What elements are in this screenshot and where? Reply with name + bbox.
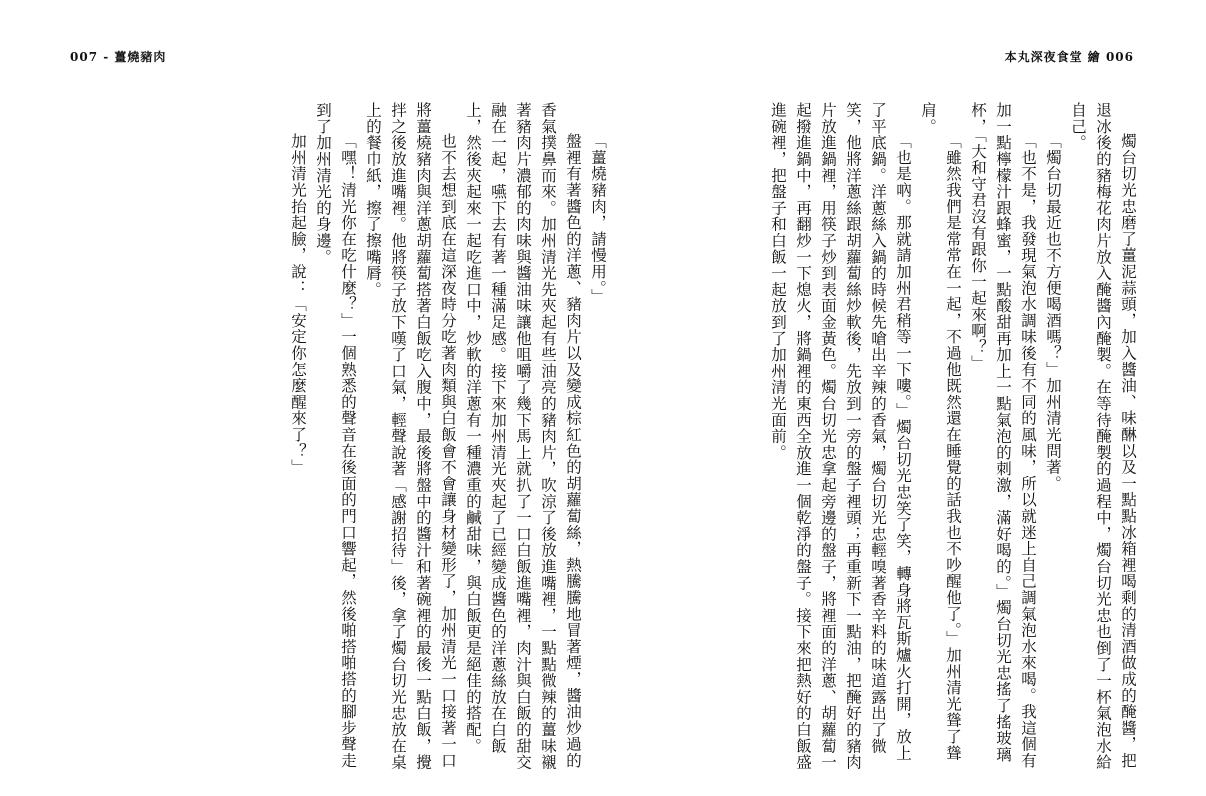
- paragraph: 「嘿！清光你在吃什麼？」一個熟悉的聲音在後面的門口響起，然後啪搭啪搭的腳步聲走到了加州清光的身邊。: [314, 102, 357, 769]
- paragraph: 「薑燒豬肉，請慢用。」: [589, 133, 607, 305]
- right-page: [700, 102, 1140, 774]
- paragraph: 盤裡有著醬色的洋蔥、豬肉片以及變成棕紅色的胡蘿蔔絲，熱騰騰地冒著煙，醬油炒過的香氣撲鼻而來。加州清光先夾起有些油亮的豬肉片，吹涼了後放進嘴裡，一點點微辣的薑味襯著豬肉片濃郁的肉味與醬油味讓他咀嚼了幾下馬上就扒了一口白飯進嘴裡，肉汁與白飯的甜交融在一起，嚥下去有著一種滿足感。接下來加州清光夾起了已經變成醬色的洋蔥絲放在白飯上，然後夾起來一起吃進口中，炒軟的洋蔥有一種濃重的鹹甜味，與白飯更是絕佳的搭配。: [464, 102, 582, 771]
- paragraph: 也不去想到底在這深夜時分吃著肉類與白飯會不會讓身材變形了，加州清光一口接著一口將薑燒豬肉與洋蔥胡蘿蔔搭著白飯吃入腹中，最後將盤中的醬汁和著碗裡的最後一點白飯，攪拌之後放進嘴裡。他將筷子放下嘆了口氣，輕聲說著「感謝招待」後，拿了燭台切光忠放在桌上的餐巾紙，擦了擦嘴脣。: [364, 102, 457, 771]
- paragraph: 「雖然我們是常常在一起，不過他既然還在睡覺的話我也不吵醒他了。」加州清光聳了聳肩。: [919, 102, 962, 761]
- left-page: [70, 102, 610, 774]
- left-page-text: [70, 102, 610, 774]
- paragraph: 「也不是，我發現氣泡水調味後有不同的風味，所以就迷上自己調氣泡水來喝。我這個有加一點檸檬汁跟蜂蜜，一點酸甜再加上一點氣泡的刺激，滿好喝的。」燭台切光忠搖了搖玻璃杯，「大和守君沒有跟你一起來啊？」: [969, 102, 1037, 769]
- paragraph: 加州清光抬起臉，說：「安定你怎麼醒來了？」: [289, 133, 307, 476]
- right-page-header: 本丸深夜食堂 繪 006: [1004, 50, 1134, 64]
- paragraph: 「也是吶。那就請加州君稍等一下嘍。」燭台切光忠笑了笑，轉身將瓦斯爐火打開，放上了平底鍋。洋蔥絲入鍋的時候先嗆出辛辣的香氣，燭台切光忠輕嗅著香辛料的味道露出了微笑，他將洋蔥絲跟胡蘿蔔絲炒軟後，先放到一旁的盤子裡頭；再重新下一點油，把醃好的豬肉片放進鍋裡，用筷子炒到表面金黃色。燭台切光忠拿起旁邊的盤子，將裡面的洋蔥、胡蘿蔔一起撥進鍋中，再翻炒一下熄火，將鍋裡的東西全放進一個乾淨的盤子。接下來把熱好的白飯盛進碗裡，把盤子和白飯一起放到了加州清光面前。: [769, 102, 912, 771]
- right-page-text: [700, 102, 1140, 774]
- paragraph: 燭台切光忠磨了薑泥蒜頭，加入醬油、味醂以及一點點冰箱裡喝剩的清酒做成的醃醬，把退冰後的豬梅花肉片放入醃醬內醃製。在等待醃製的過程中，燭台切光忠也倒了一杯氣泡水給自己。: [1069, 102, 1137, 771]
- left-page-header: 007 - 薑燒豬肉: [70, 50, 167, 64]
- paragraph: 「燭台切最近也不方便喝酒嗎？」加州清光問著。: [1044, 133, 1062, 492]
